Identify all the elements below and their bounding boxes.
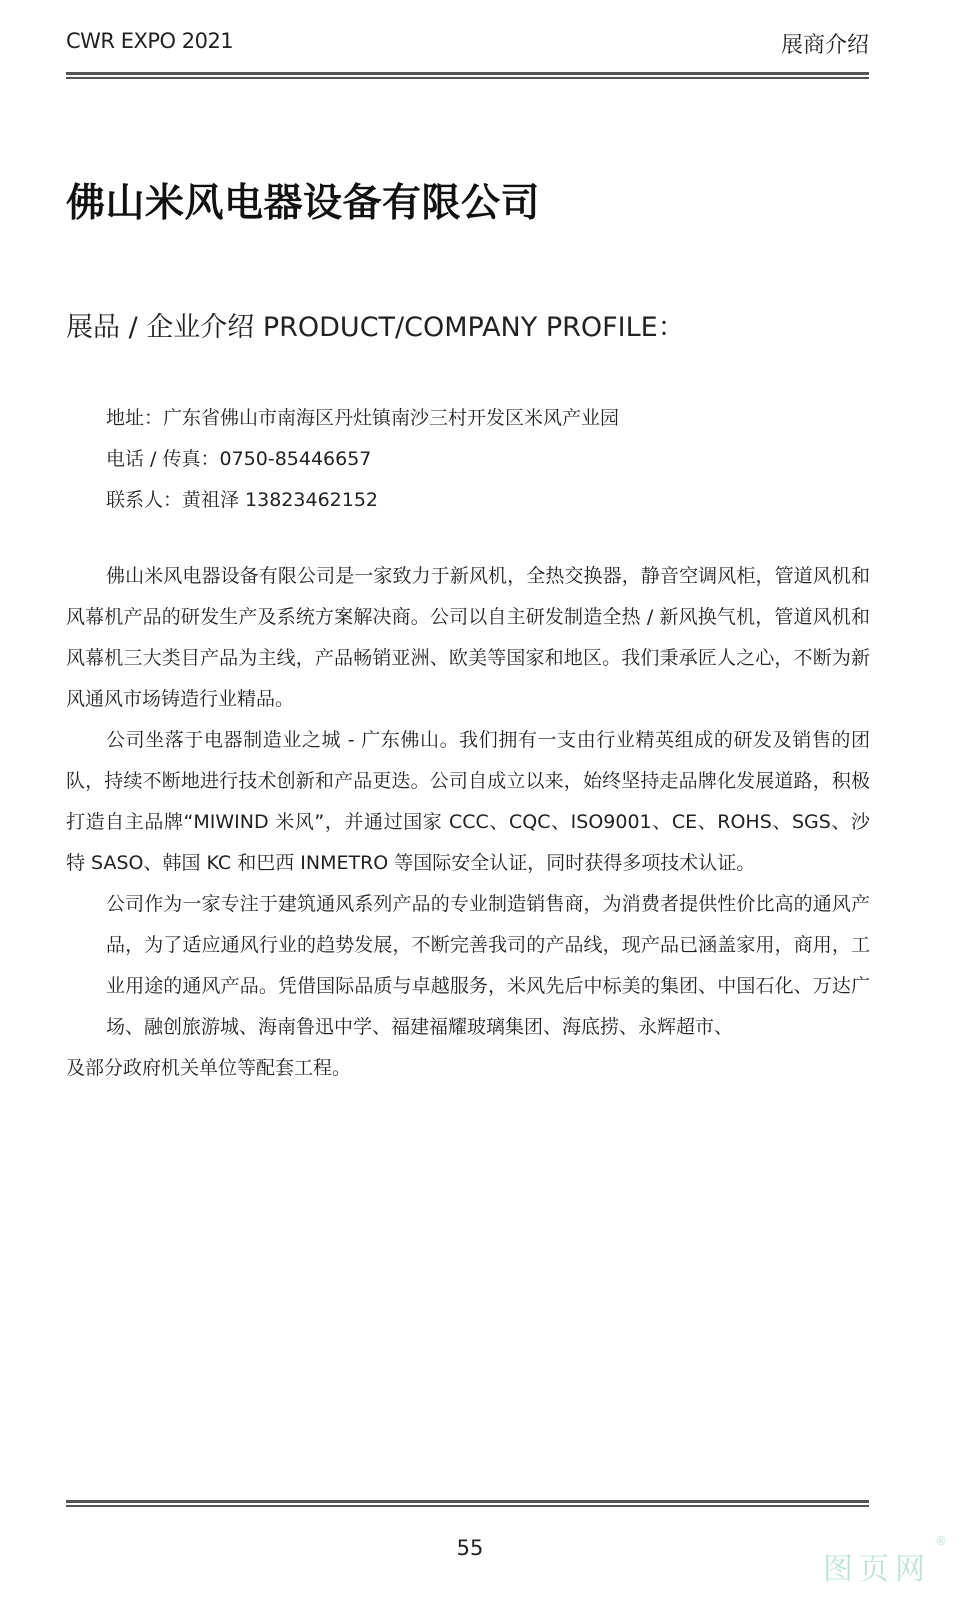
- contact-address: 地址：广东省佛山市南海区丹灶镇南沙三村开发区米风产业园: [106, 407, 620, 429]
- section-heading: 展品 / 企业介绍 PRODUCT/COMPANY PROFILE：: [66, 312, 685, 343]
- watermark-text: 图页网: [823, 1552, 931, 1587]
- page-number: 55: [456, 1536, 484, 1560]
- footer-divider: [66, 1500, 869, 1507]
- header-brand: CWR EXPO 2021: [66, 29, 234, 53]
- contact-phone: 电话 / 传真：0750-85446657: [106, 448, 372, 470]
- profile-paragraph-3: 公司作为一家专注于建筑通风系列产品的专业制造销售商，为消费者提供性价比高的通风产品，为了适应通风行业的趋势发展，不断完善我司的产品线，现产品已涵盖家用，商用，工业用途的通风产品。凭借国际品质与卓越服务，米风先后中标美的集团、中国石化、万达广场、融创旅游城、海南鲁迅中学、福建福耀玻璃集团、海底捞、永辉超市、: [106, 893, 870, 1038]
- header-divider: [66, 72, 869, 79]
- company-profile-body: [66, 556, 870, 1089]
- contact-info: [106, 398, 619, 521]
- profile-paragraph-3-end: 及部分政府机关单位等配套工程。: [66, 1057, 352, 1079]
- company-title: 佛山米风电器设备有限公司: [66, 181, 541, 226]
- watermark-logo: [823, 1534, 947, 1588]
- registered-mark: ®: [935, 1534, 947, 1548]
- header-section-label: 展商介绍: [780, 33, 869, 58]
- contact-person: 联系人：黄祖泽 13823462152: [106, 489, 379, 511]
- profile-paragraph-2: 公司坐落于电器制造业之城 - 广东佛山。我们拥有一支由行业精英组成的研发及销售的团队，持续不断地进行技术创新和产品更迭。公司自成立以来，始终坚持走品牌化发展道路，积极打造自主品牌“MIWIND 米风”，并通过国家 CCC、CQC、ISO9001、CE、ROHS、SGS、沙特 SASO、韩国 KC 和巴西 INMETRO 等国际安全认证，同时获得多项技术认证。: [66, 729, 870, 874]
- profile-paragraph-1: 佛山米风电器设备有限公司是一家致力于新风机，全热交换器，静音空调风柜，管道风机和风幕机产品的研发生产及系统方案解决商。公司以自主研发制造全热 / 新风换气机，管道风机和风幕机三大类目产品为主线，产品畅销亚洲、欧美等国家和地区。我们秉承匠人之心，不断为新风通风市场铸造行业精品。: [66, 565, 870, 710]
